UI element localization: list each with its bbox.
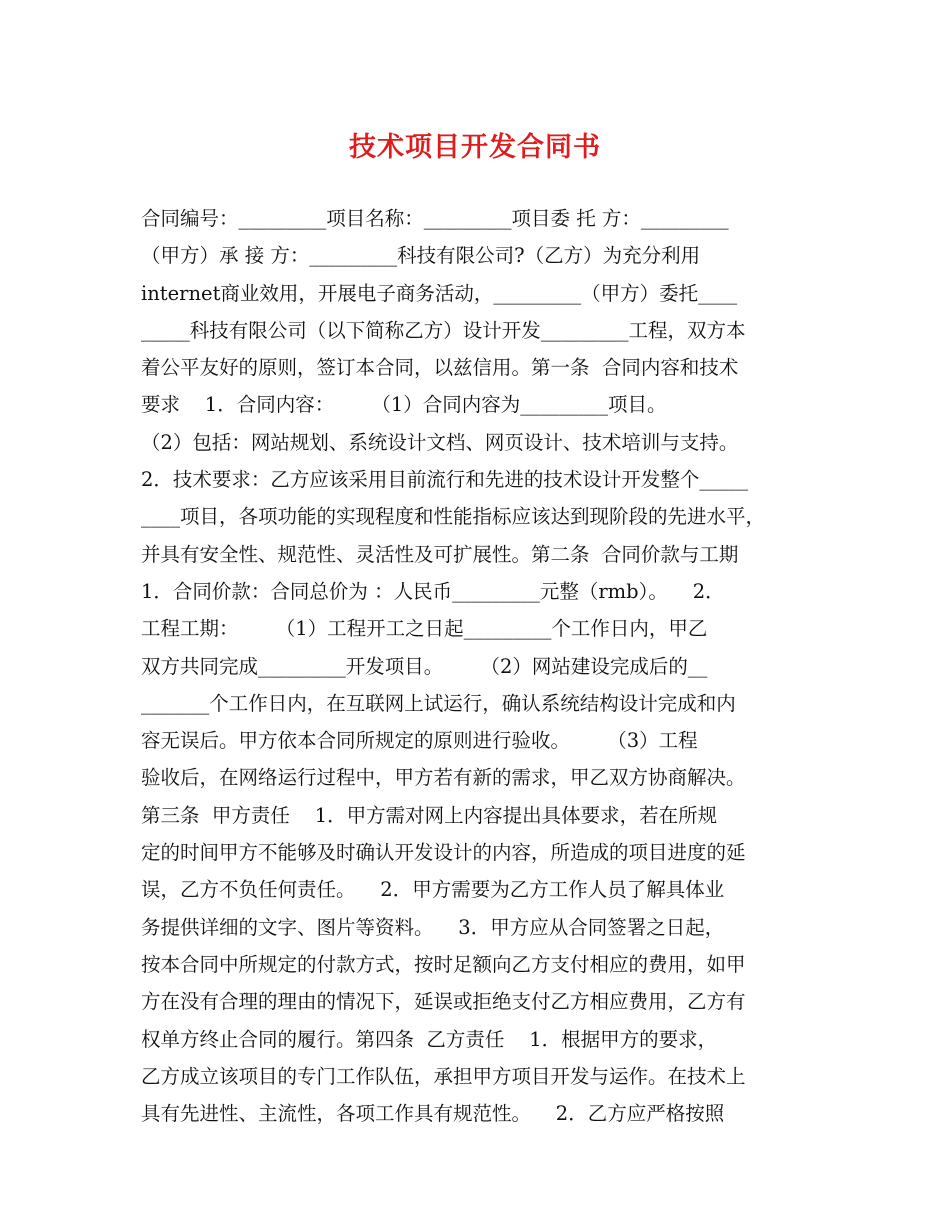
body-line-23: 权单方终止合同的履行。第四条 乙方责任 1．根据甲方的要求， <box>141 1027 718 1051</box>
body-line-1: 合同编号：_________项目名称：_________项目委 托 方：_________ <box>141 207 729 230</box>
body-line-24: 乙方成立该项目的专门工作队伍，承担甲方项目开发与运作。在技术上 <box>141 1064 746 1088</box>
document-title: 技术项目开发合同书 <box>349 132 601 163</box>
body-line-18: 定的时间甲方不能够及时确认开发设计的内容，所造成的项目进度的延 <box>141 841 746 865</box>
body-line-7: （2）包括：网站规划、系统设计文档、网页设计、技术培训与支持。 <box>141 430 739 454</box>
body-line-4: _____科技有限公司（以下简称乙方）设计开发_________工程，双方本 <box>141 318 746 342</box>
body-line-16: 验收后，在网络运行过程中，甲方若有新的需求，甲乙双方协商解决。 <box>141 766 746 790</box>
body-line-17: 第三条 甲方责任 1．甲方需对网上内容提出具体要求，若在所规 <box>141 803 718 827</box>
body-line-6: 要求 1．合同内容： （1）合同内容为_________项目。 <box>141 393 667 417</box>
body-line-10: 并具有安全性、规范性、灵活性及可扩展性。第二条 合同价款与工期 <box>141 542 739 566</box>
body-line-20: 务提供详细的文字、图片等资料。 3．甲方应从合同签署之日起， <box>141 915 725 939</box>
body-line-12: 工程工期： （1）工程开工之日起_________个工作日内，甲乙 <box>141 617 708 641</box>
body-line-15: 容无误后。甲方依本合同所规定的原则进行验收。 （3）工程 <box>141 729 698 753</box>
body-line-5: 着公平友好的原则，签订本合同，以兹信用。第一条 合同内容和技术 <box>141 356 739 380</box>
body-line-2: （甲方）承 接 方：_________科技有限公司?（乙方）为充分利用 <box>141 244 701 268</box>
body-line-13: 双方共同完成_________开发项目。 （2）网站建设完成后的__ <box>141 654 708 678</box>
body-line-9: ____项目，各项功能的实现程度和性能指标应该达到现阶段的先进水平， <box>141 505 766 529</box>
body-line-19: 误，乙方不负任何责任。 2．甲方需要为乙方工作人员了解具体业 <box>141 878 725 902</box>
body-line-21: 按本合同中所规定的付款方式，按时足额向乙方支付相应的费用，如甲 <box>141 952 746 976</box>
body-line-25: 具有先进性、主流性，各项工作具有规范性。 2．乙方应严格按照 <box>141 1102 725 1126</box>
body-line-8: 2．技术要求：乙方应该采用目前流行和先进的技术设计开发整个_____ <box>141 468 749 492</box>
body-line-14: _______个工作日内，在互联网上试运行，确认系统结构设计完成和内 <box>141 691 736 715</box>
document-body <box>141 200 821 1132</box>
body-line-11: 1．合同价款：合同总价为 ：人民币_________元整（rmb）。 2． <box>141 579 725 603</box>
body-line-22: 方在没有合理的理由的情况下，延误或拒绝支付乙方相应费用，乙方有 <box>141 990 746 1014</box>
body-line-3: internet商业效用，开展电子商务活动，_________（甲方）委托____ <box>141 281 738 305</box>
